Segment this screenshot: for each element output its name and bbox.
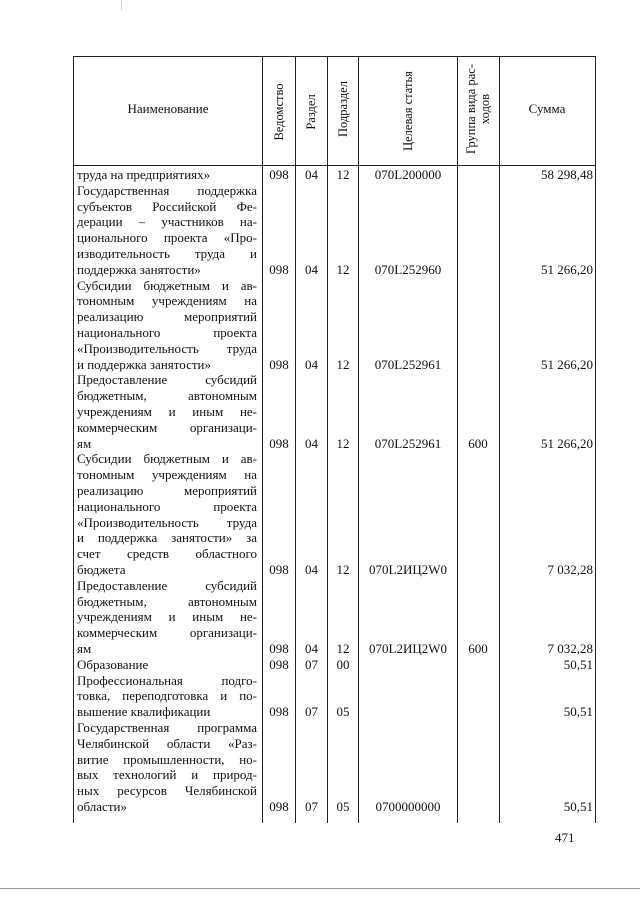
row-summa: 51 266,20 [541,435,593,451]
row-name-line: товка, переподготовка и по- [77,688,257,704]
row-celevaya: 0700000000 [375,799,441,814]
row-name-line: ям [77,435,92,451]
row-name-line: бюджетным, автономным [77,388,257,404]
row-name-line: счет средств областного [77,546,257,562]
row-razdel: 04 [305,167,318,182]
row-name-line: коммерческим организаци- [77,419,257,435]
row-vedomstvo: 098 [269,641,289,656]
row-podrazdel: 00 [336,656,350,672]
row-razdel: 04 [305,562,318,577]
page-bottom-rule [0,888,640,889]
header-gruppa: Группа вида рас- ходов [464,64,492,154]
row-razdel: 04 [305,261,318,277]
row-summa: 7 032,28 [547,641,593,656]
header-name: Наименование [127,101,209,116]
row-name-line: вышение квалификации [77,704,211,720]
row-podrazdel: 12 [336,261,350,277]
row-gruppa: 600 [468,435,488,451]
row-razdel: 07 [305,799,318,814]
row-name-line: учреждениям и иным не- [77,404,257,419]
scan-artifact [121,0,122,10]
row-name-line: учреждениям и иным не- [77,609,257,625]
row-summa: 7 032,28 [547,562,593,577]
row-name-line: «Производительность труда [77,340,257,356]
row-vedomstvo: 098 [269,799,289,814]
row-podrazdel: 12 [336,356,350,372]
row-name-line: дерации – участников на- [77,214,257,230]
row-podrazdel: 05 [336,704,350,720]
row-vedomstvo: 098 [269,261,289,277]
row-podrazdel: 12 [336,641,350,656]
row-name-line: бюджетным, автономным [77,593,257,609]
row-name-line: тономным учреждениям на [77,467,257,483]
row-name-line: ям [77,641,92,656]
row-name-line: субъектов Российской Фе- [77,198,257,214]
row-celevaya: 070L252961 [374,435,442,451]
row-vedomstvo: 098 [269,435,289,451]
row-name-line: и поддержка занятости» за [77,530,257,546]
row-podrazdel: 12 [336,167,350,182]
row-celevaya: 070L252960 [374,261,442,277]
row-name-line: Профессиональная подго- [77,672,257,688]
row-name-line: Государственная программа [77,720,257,735]
row-razdel: 04 [305,356,318,372]
row-name-line: Субсидии бюджетным и ав- [77,277,257,293]
row-vedomstvo: 098 [269,704,289,720]
row-name-line: и поддержка занятости» [77,356,211,372]
row-summa: 51 266,20 [541,261,593,277]
row-name-line: Государственная поддержка [77,182,257,198]
row-summa: 58 298,48 [541,167,593,182]
row-name-line: области» [77,799,127,814]
header-divider [74,165,595,166]
row-celevaya: 070L252961 [374,356,442,372]
row-summa: 51 266,20 [541,356,593,372]
row-name-line: тономным учреждениям на [77,293,257,309]
row-name-line: Челябинской области «Раз- [77,735,257,751]
row-name-line: ционального проекта «Про- [77,230,257,246]
row-name-line: Образование [77,656,149,672]
row-name-line: коммерческим организаци- [77,625,257,641]
row-vedomstvo: 098 [269,656,289,672]
row-vedomstvo: 098 [269,562,289,577]
row-razdel: 07 [305,656,318,672]
row-name-line: национального проекта [77,498,257,514]
row-name-line: Предоставление субсидий [77,577,257,593]
header-razdel: Раздел [304,94,318,130]
row-name-line: национального проекта [77,325,257,340]
row-name-line: бюджета [77,562,126,577]
row-celevaya: 070L2ИЦ2W0 [369,641,447,656]
row-name-line: поддержка занятости» [77,261,201,277]
row-razdel: 04 [305,435,318,451]
page-number: 471 [555,830,575,845]
row-gruppa: 600 [468,641,488,656]
row-name-line: Субсидии бюджетным и ав- [77,451,257,467]
row-celevaya: 070L200000 [374,167,442,182]
row-name-line: вых технологий и природ- [77,767,257,783]
row-vedomstvo: 098 [269,356,289,372]
row-summa: 50,51 [563,799,593,814]
header-podrazdel: Подраздел [336,81,350,137]
row-name-line: реализацию мероприятий [77,309,257,325]
row-name-line: «Производительность труда [77,514,257,530]
row-podrazdel: 12 [336,562,350,577]
row-summa: 50,51 [563,704,593,720]
row-name-line: Предоставление субсидий [77,372,257,388]
row-celevaya: 070L2ИЦ2W0 [369,562,447,577]
row-name-line: реализацию мероприятий [77,483,257,498]
row-razdel: 04 [305,641,318,656]
row-podrazdel: 12 [336,435,350,451]
row-name-line: труда на предприятиях» [77,167,211,182]
row-summa: 50,51 [563,656,593,672]
header-vedomstvo: Ведомство [272,83,286,141]
row-name-line: изводительность труда и [77,246,257,261]
header-celevaya: Целевая статья [401,71,415,151]
header-summa: Сумма [528,101,566,116]
row-name-line: ных ресурсов Челябинской [77,783,257,799]
row-razdel: 07 [305,704,318,720]
row-name-line: витие промышленности, но- [77,751,257,767]
row-podrazdel: 05 [336,799,350,814]
row-vedomstvo: 098 [269,167,289,182]
budget-table [73,56,596,823]
